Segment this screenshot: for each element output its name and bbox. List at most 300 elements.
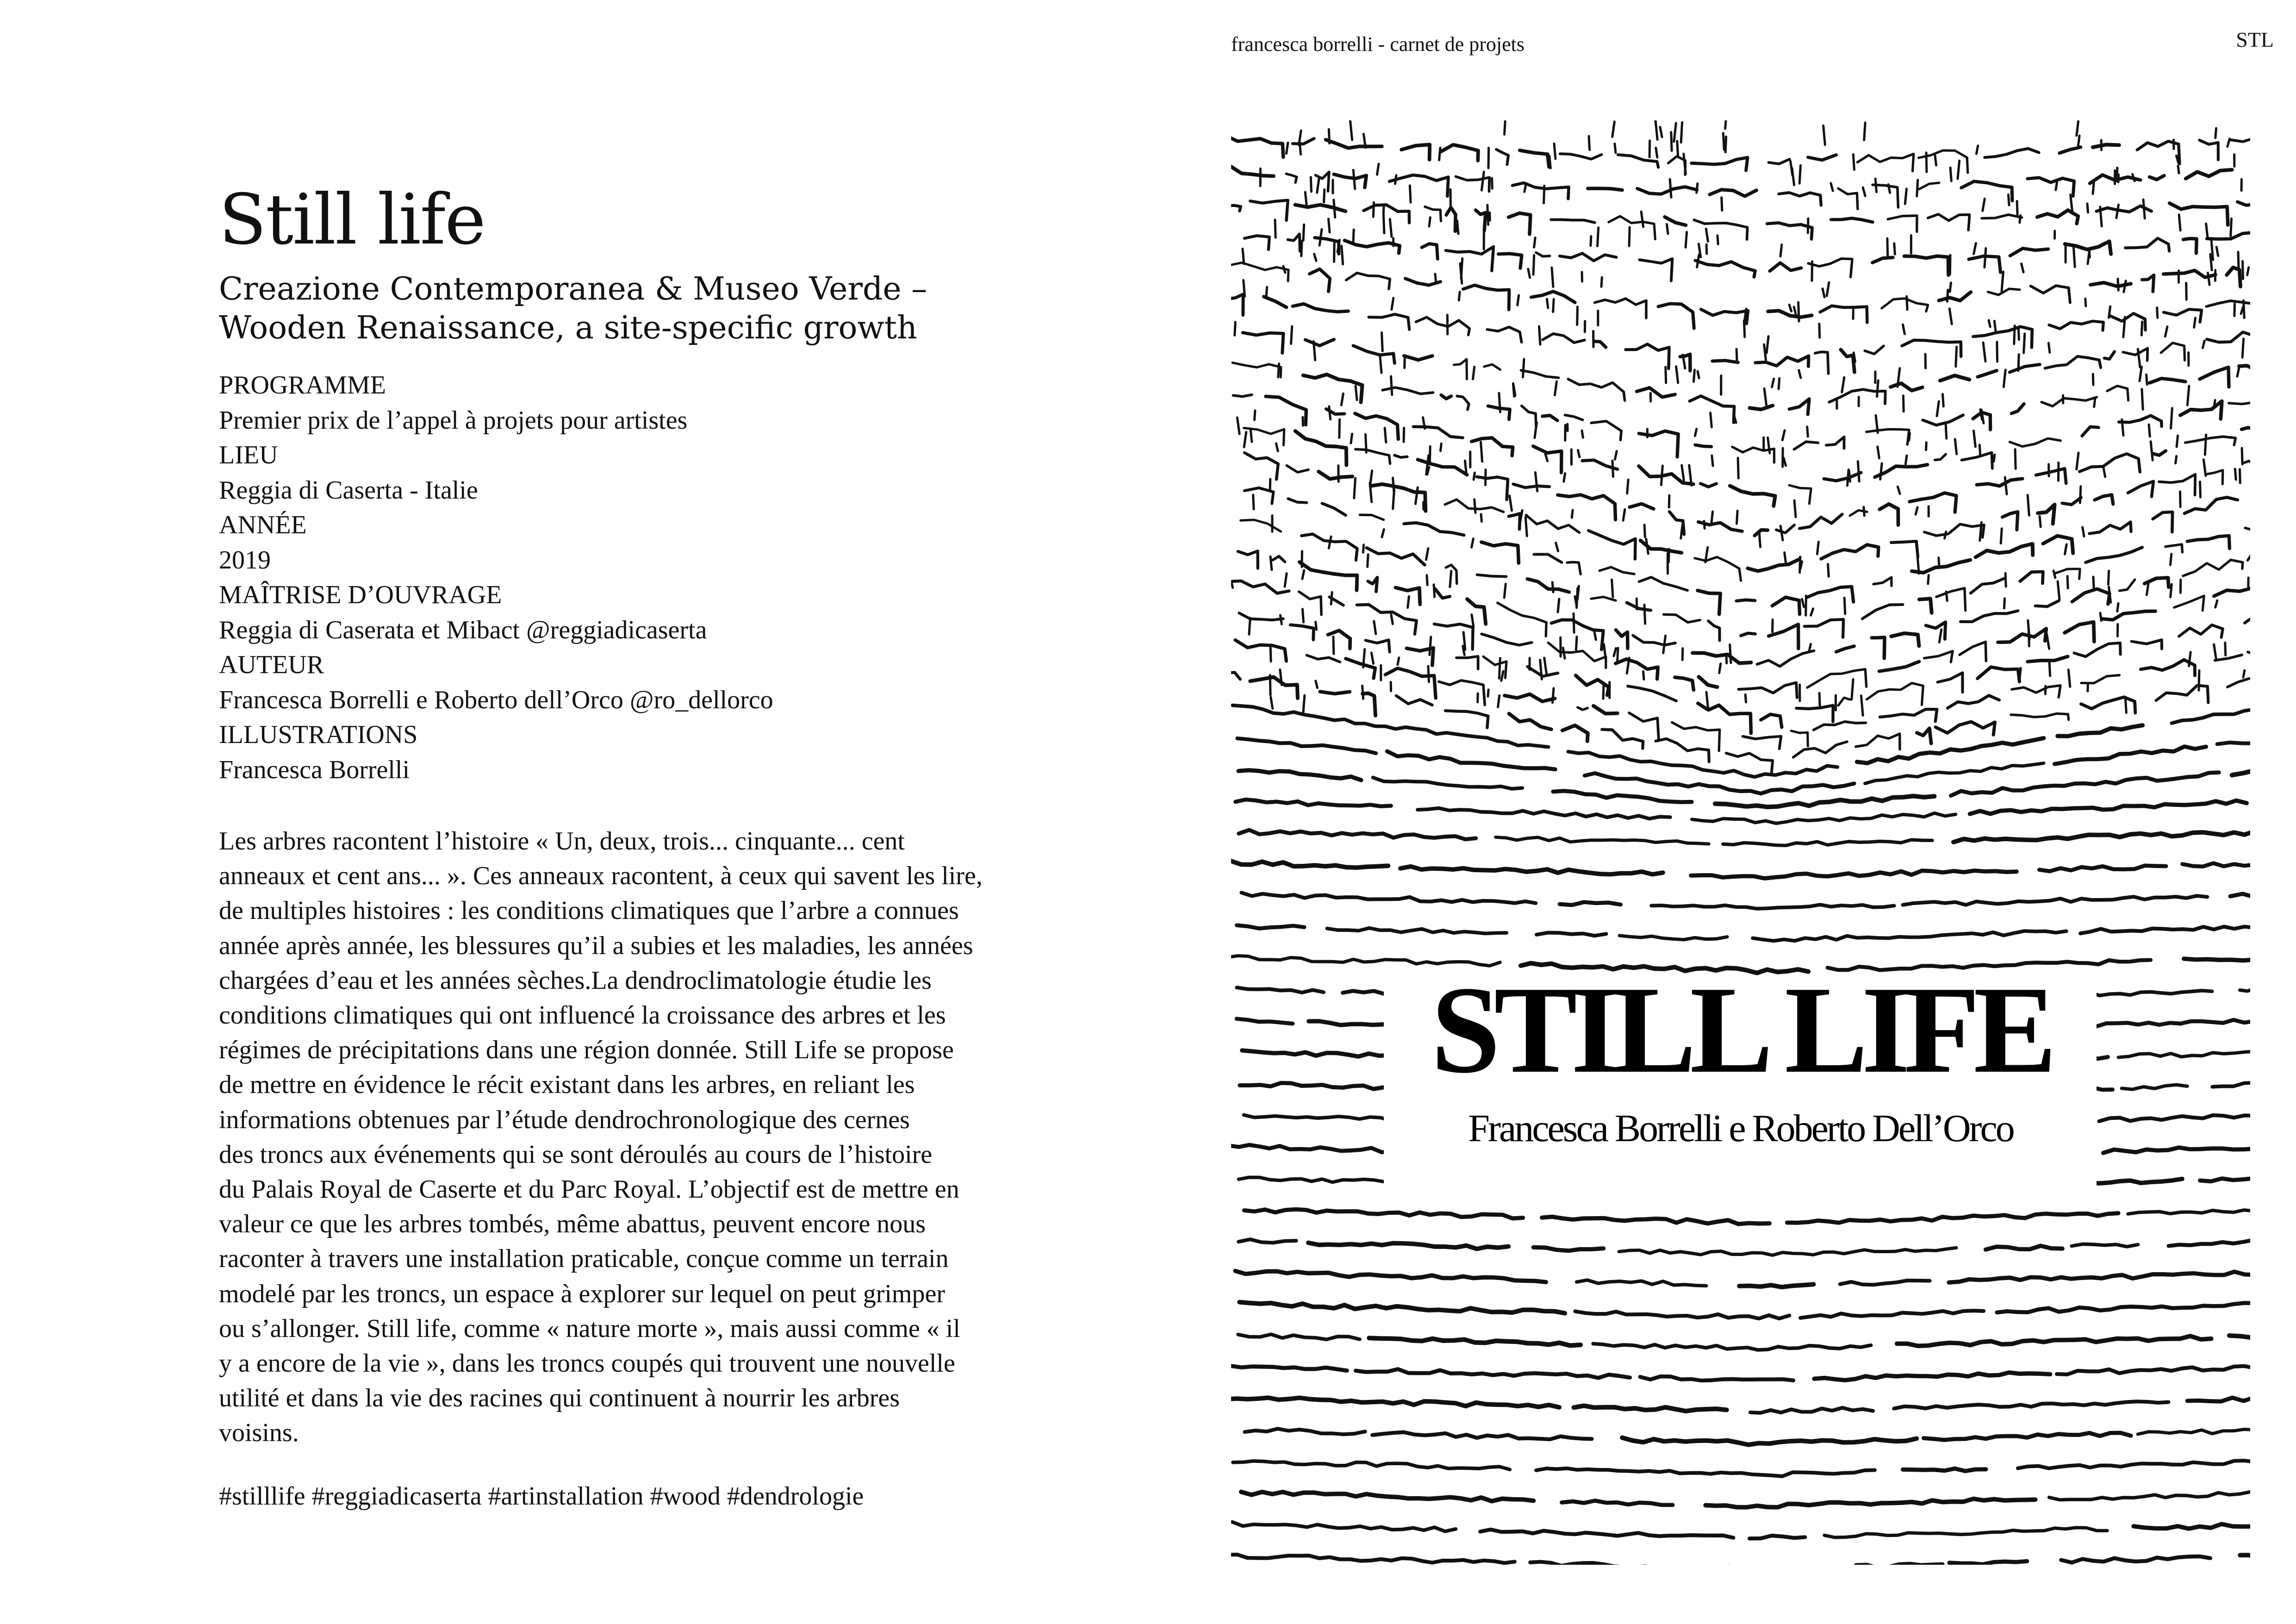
ring-stroke [1772,597,1799,614]
ring-stroke [1418,808,1670,819]
ring-stroke [1757,651,1814,667]
ring-stroke [1360,515,1384,520]
ring-tick [2014,326,2015,344]
ring-stroke [2142,275,2154,292]
ring-stroke [1616,630,1628,649]
ring-tick [2046,631,2047,641]
ring-stroke [1912,560,1970,573]
ring-tick [2100,613,2101,621]
ring-stroke [1616,659,1658,679]
ring-tick [1764,388,1767,405]
ring-tick [1791,161,1792,175]
ring-tick [1377,164,1379,175]
ring-tick [1391,615,1393,624]
ring-stroke [1328,631,1350,649]
ring-tick [1644,605,1645,624]
ring-stroke [1363,693,1375,716]
description-line: valeur ce que les arbres tombés, même abattus, peuvent encore nous [219,1210,926,1239]
ring-stroke [1543,334,1585,343]
ring-tick [2049,660,2050,676]
ring-stroke [1562,1501,1673,1505]
ring-stroke [1826,437,1844,449]
ring-tick [2215,128,2216,138]
ring-tick [1817,542,1818,554]
ring-tick [1888,184,1890,193]
ring-stroke [1708,621,1719,641]
ring-tick [1939,630,1941,643]
ring-tick [2187,386,2189,405]
ring-tick [2045,686,2046,694]
ring-stroke [1446,247,1493,271]
ring-stroke [2245,617,2250,623]
ring-stroke [2039,866,2166,871]
ring-stroke [1575,1312,1789,1319]
ring-tick [1556,543,1558,551]
ring-tick [1303,225,1304,241]
ring-stroke [1637,388,1675,397]
ring-stroke [1477,477,1508,500]
meta-value-annee: 2019 [219,545,271,575]
ring-tick [1898,487,1900,493]
ring-stroke [1750,1408,1873,1413]
ring-tick [1612,122,1615,137]
ring-stroke [1413,427,1463,438]
ring-stroke [1712,361,1738,362]
ring-stroke [1239,830,1476,839]
ring-tick [1852,679,1853,700]
ring-stroke [1496,150,1508,165]
ring-stroke [1233,1461,1510,1469]
ring-tick [2024,334,2025,353]
ring-stroke [1231,581,1289,593]
ring-tick [1544,658,1547,674]
ring-tick [2176,456,2177,463]
ring-stroke [1808,155,1836,160]
ring-stroke [1588,188,1622,190]
ring-tick [1894,244,1895,254]
ring-stroke [1923,415,1963,425]
ring-stroke [1715,796,1935,807]
ring-tick [1578,450,1580,457]
ring-tick [1353,230,1354,241]
ring-stroke [1940,375,1969,381]
ring-tick [1253,495,1254,509]
ring-stroke [2217,743,2250,744]
ring-tick [1644,525,1645,537]
ring-stroke [2184,497,2238,513]
ring-stroke [1807,669,1867,688]
ring-stroke [1789,399,1809,414]
ring-tick [1539,326,1541,344]
ring-stroke [1250,677,1298,699]
ring-stroke [1243,333,1283,353]
meta-value-maitrise: Reggia di Caserata et Mibact @reggiadicaserta [219,615,707,644]
ring-stroke [2150,379,2186,383]
ring-tick [1601,277,1602,287]
ring-tick [1974,244,1976,254]
ring-stroke [1882,299,1928,312]
ring-stroke [1536,253,1550,256]
ring-stroke [2128,481,2153,497]
ring-stroke [2020,572,2043,583]
ring-stroke [2085,547,2142,562]
ring-stroke [1593,1344,1871,1350]
ring-tick [1354,478,1356,498]
ring-tick [1564,474,1565,482]
ring-tick [1504,584,1506,598]
description-line: utilité et dans la vie des racines qui continuent à nourrir les arbres [219,1384,900,1413]
description-line: année après année, les blessures qu’il a subies et les maladies, les années [219,931,973,960]
ring-tick [1334,243,1335,262]
ring-stroke [2248,648,2250,662]
ring-stroke [1237,925,1304,929]
ring-tick [1887,238,1888,256]
meta-label-auteur: AUTEUR [219,650,324,679]
ring-tick [2019,668,2021,682]
ring-stroke [2138,1430,2250,1435]
ring-tick [1863,187,1865,196]
ring-stroke [1568,379,1624,400]
ring-stroke [1565,415,1582,420]
ring-stroke [1755,356,1809,367]
ring-stroke [1231,861,1388,868]
ring-tick [1302,570,1304,579]
ring-tick [1842,377,1844,392]
ring-tick [1291,326,1292,344]
ring-stroke [1705,1499,2035,1507]
ring-tick [1465,461,1466,475]
ring-tick [2141,322,2142,335]
ring-stroke [2072,1244,2138,1247]
ring-stroke [1445,711,1488,728]
ring-tick [1441,443,1442,451]
ring-stroke [1639,259,1672,281]
ring-stroke [2132,640,2162,649]
ring-tick [1280,615,1282,624]
ring-tick [1555,381,1556,395]
ring-stroke [1891,383,1923,391]
ring-tick [1785,553,1786,564]
ring-stroke [1457,396,1469,410]
ring-tick [2108,571,2109,585]
ring-stroke [2243,461,2250,466]
ring-stroke [1872,637,1885,658]
ring-tick [1305,192,1307,207]
ring-stroke [1814,722,1866,730]
ring-stroke [2102,611,2155,620]
ring-tick [1382,332,1383,351]
ring-stroke [1231,167,1274,176]
ring-stroke [1736,600,1755,601]
ring-tick [1374,621,1376,634]
ring-tick [1492,178,1493,188]
ring-stroke [2010,249,2048,256]
ring-stroke [1293,304,1348,312]
ring-stroke [1970,800,2246,814]
ring-stroke [1694,220,1747,239]
ring-tick [1435,274,1436,283]
ring-stroke [1309,269,1330,291]
ring-tick [2118,175,2119,182]
ring-tick [1903,396,1904,412]
ring-tick [1939,558,1940,568]
ring-stroke [1700,483,1717,487]
ring-tick [2087,204,2088,212]
ring-stroke [1250,200,1288,220]
ring-tick [2022,264,2024,272]
ring-stroke [1935,722,1995,735]
ring-tick [2047,635,2049,649]
ring-tick [1725,137,1726,152]
ring-stroke [1619,1248,1956,1255]
ring-stroke [2186,170,2232,179]
ring-tick [1350,120,1352,140]
ring-tick [1958,161,1960,179]
ring-stroke [2031,286,2070,303]
description-line: anneaux et cent ans... ». Ces anneaux racontent, à ceux qui savent les lire, [219,862,983,891]
ring-stroke [2080,927,2250,934]
ring-tick [2203,460,2206,476]
description-line: chargées d’eau et les années sèches.La dendroclimatologie étudie les [219,966,932,995]
ring-stroke [1815,352,1829,374]
description-line: informations obtenues par l’étude dendrochronologique des cernes [219,1105,910,1134]
ring-tick [1712,456,1713,466]
ring-stroke [1743,737,1781,749]
ring-stroke [1476,210,1486,231]
ring-tick [1333,637,1334,654]
ring-tick [1457,221,1459,234]
ring-stroke [1509,513,1520,529]
ring-stroke [1961,181,2012,201]
ring-stroke [1672,722,1720,751]
ring-tick [1694,370,1695,382]
ring-tick [1329,406,1331,419]
ring-stroke [1873,577,1892,586]
ring-stroke [1487,327,1521,342]
meta-value-auteur: Francesca Borrelli e Roberto dell’Orco @ro_dellorco [219,685,773,714]
ring-stroke [1567,562,1580,574]
ring-stroke [1293,138,1314,144]
ring-tick [2235,469,2236,480]
ring-tick [1935,155,1936,165]
right-page [1148,0,2296,1624]
ring-stroke [2089,522,2131,534]
ring-stroke [1446,207,1456,231]
ring-stroke [1639,466,1693,484]
ring-tick [1794,500,1796,517]
ring-stroke [1238,770,1361,780]
ring-stroke [1290,625,1313,640]
ring-stroke [1618,155,1658,167]
ring-stroke [1628,686,1676,701]
ring-stroke [1327,928,1506,934]
ring-stroke [1239,613,1283,620]
ring-tick [1994,321,1996,331]
ring-stroke [1231,136,1283,157]
ring-tick [2077,453,2078,469]
ring-stroke [1710,190,1756,196]
poster-title: STILL LIFE [1431,961,2051,1099]
ring-tick [2171,554,2172,565]
ring-stroke [1472,438,1513,456]
ring-tick [1736,349,1737,363]
ring-tick [1947,290,1948,301]
ring-stroke [1668,156,1686,175]
ring-stroke [1232,706,1549,747]
ring-stroke [1527,579,1569,592]
description-line: voisins. [219,1418,299,1448]
ring-stroke [2028,656,2068,662]
ring-stroke [2238,202,2251,222]
ring-tick [1819,693,1820,708]
ring-stroke [1560,902,1621,905]
ring-stroke [2185,437,2236,445]
ring-stroke [2093,144,2119,147]
ring-tick [2151,442,2153,461]
ring-tick [1641,212,1643,227]
ring-tick [1650,393,1651,401]
ring-stroke [1651,905,1894,909]
ring-stroke [1418,460,1467,475]
ring-stroke [1558,495,1616,520]
ring-stroke [2072,589,2109,604]
ring-tick [1831,183,1833,191]
ring-tick [1789,305,1792,311]
ring-tick [1809,644,1811,651]
ring-tick [2214,644,2216,658]
ring-tick [2004,370,2005,387]
ring-stroke [2229,1336,2250,1338]
ring-tick [1558,599,1559,612]
ring-stroke [1231,672,1240,679]
ring-stroke [1560,253,1616,261]
ring-tick [1385,428,1386,442]
ring-tick [1726,655,1727,663]
ring-tick [2028,495,2029,515]
ring-tick [1553,688,1554,703]
ring-stroke [1425,206,1441,221]
ring-stroke [1434,624,1473,650]
ring-tick [1342,246,1343,264]
ring-tick [1937,401,1939,416]
ring-tick [2073,247,2075,267]
ring-stroke [1356,1369,1630,1378]
ring-tick [2142,389,2143,410]
ring-tick [1730,644,1731,663]
ring-tick [1711,413,1712,427]
ring-stroke [2140,660,2195,675]
ring-tick [2067,576,2068,588]
ring-tick [1235,322,1236,336]
ring-tick [1909,433,1910,441]
ring-tick [1807,427,1808,437]
ring-stroke [1949,1272,2250,1282]
ring-tick [1627,480,1629,493]
ring-stroke [2057,1366,2250,1374]
ring-stroke [1578,707,1588,710]
ring-tick [1351,434,1352,443]
ring-stroke [1480,1530,1733,1538]
description-line: régimes de précipitations dans une région donnée. Still Life se propose [219,1036,954,1065]
ring-stroke [1481,634,1531,645]
ring-stroke [1325,140,1382,148]
ring-tick [2001,529,2002,543]
ring-stroke [2229,402,2250,416]
ring-tick [1366,434,1367,452]
ring-stroke [1888,216,1917,232]
ring-stroke [1389,175,1448,196]
ring-tick [1905,189,1906,204]
ring-stroke [2228,679,2249,687]
ring-stroke [1998,629,2047,643]
ring-stroke [1368,577,1377,591]
ring-stroke [2187,1397,2250,1401]
ring-tick [1723,133,1724,150]
ring-tick [2100,207,2102,226]
ring-stroke [1692,157,1748,170]
ring-stroke [1692,813,1956,823]
ring-stroke [1241,1492,1534,1501]
ring-tick [1745,694,1746,702]
ring-stroke [1903,896,2208,905]
ring-stroke [1894,1401,2168,1408]
ring-stroke [1235,640,1286,662]
ring-stroke [1404,523,1464,535]
ring-stroke [1577,1280,1706,1286]
ring-stroke [2150,175,2165,180]
ring-tick [1481,172,1484,190]
ring-tick [1928,575,1929,584]
meta-label-programme: PROGRAMME [219,371,386,400]
ring-stroke [1236,800,1391,806]
ring-tick [1278,364,1279,377]
ring-tick [2053,571,2055,578]
ring-tick [1488,148,1489,168]
ring-tick [2065,544,2067,554]
ring-tick [2238,252,2239,269]
ring-tick [1945,532,1946,539]
ring-stroke [2095,495,2113,504]
ring-stroke [1856,1564,1942,1565]
ring-tick [2117,603,2118,611]
ring-tick [1802,599,1804,607]
ring-stroke [1496,837,1709,844]
ring-stroke [1723,840,1932,845]
ring-stroke [1891,541,1918,557]
ring-tick [2180,492,2181,507]
ring-stroke [2036,468,2066,483]
ring-tick [1430,637,1431,655]
ring-tick [2237,367,2239,376]
ring-tick [1828,564,1829,577]
ring-stroke [1691,871,2016,879]
description-line: conditions climatiques qui ont influencé la croissance des arbres et les [219,1001,946,1030]
ring-tick [1949,309,1952,325]
ring-stroke [1454,359,1467,379]
ring-stroke [2041,397,2097,406]
ring-tick [2005,573,2006,587]
ring-stroke [1902,340,1961,356]
ring-stroke [1630,504,1654,509]
ring-tick [1974,431,1976,447]
ring-tick [1681,122,1682,142]
ring-stroke [1880,709,1937,721]
ring-tick [1686,232,1687,247]
ring-tick [1643,671,1644,679]
ring-tick [1313,342,1315,360]
ring-stroke [1626,344,1669,369]
ring-tick [1864,123,1866,140]
